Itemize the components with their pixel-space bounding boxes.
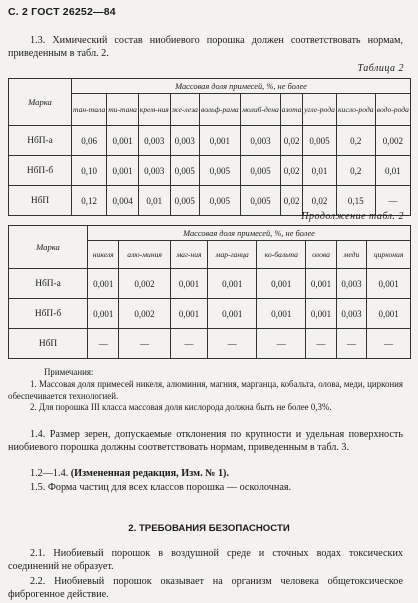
table-cell: 0,003	[240, 126, 280, 156]
column-header: маг-ния	[170, 241, 208, 269]
paragraph-amendment	[8, 467, 403, 480]
table-row	[9, 299, 411, 329]
column-header: ти-тана	[107, 94, 139, 126]
table-cell: 0,001	[208, 269, 257, 299]
table-cell: 0,005	[170, 186, 199, 216]
section-2-title: 2. ТРЕБОВАНИЯ БЕЗОПАСНОСТИ	[128, 523, 290, 534]
row-mark: НбП-б	[9, 156, 72, 186]
column-header: крем-ния	[138, 94, 170, 126]
table-cell: 0,003	[138, 156, 170, 186]
table-cell: 0,001	[88, 269, 119, 299]
table-2	[8, 78, 411, 216]
table-cell: 0,005	[170, 156, 199, 186]
table-cell: 0,001	[199, 126, 240, 156]
column-header: никеля	[88, 241, 119, 269]
column-header: олова	[306, 241, 336, 269]
table-cell: 0,001	[88, 299, 119, 329]
table-cell: 0,01	[138, 186, 170, 216]
table-cell: —	[367, 329, 411, 359]
table-cell: 0,001	[306, 269, 336, 299]
amendment-range: 1.2—1.4.	[30, 468, 69, 479]
table-cell: 0,005	[240, 156, 280, 186]
table-cell: 0,003	[138, 126, 170, 156]
table-row	[9, 269, 411, 299]
column-header: азота	[281, 94, 303, 126]
page-header: С. 2 ГОСТ 26252—84	[8, 6, 116, 18]
row-mark: НбП-а	[9, 126, 72, 156]
table-cell: 0,02	[281, 126, 303, 156]
column-header: алю-миния	[119, 241, 170, 269]
table-row	[9, 126, 411, 156]
note-2: 2. Для порошка III класса массовая доля кислорода должна быть не более 0,3%.	[30, 402, 332, 412]
table-cell: 0,12	[72, 186, 107, 216]
table-row	[9, 329, 411, 359]
table-cell: 0,003	[336, 299, 366, 329]
paragraph-1-5: 1.5. Форма частиц для всех классов порошка — осколочная.	[30, 482, 292, 493]
table-cell: 0,002	[375, 126, 410, 156]
row-mark: НбП-а	[9, 269, 88, 299]
table-cell: 0,02	[303, 186, 337, 216]
table-header-mark: Марка	[9, 226, 88, 269]
column-header: молиб-дена	[240, 94, 280, 126]
table-cell: —	[119, 329, 170, 359]
table-2-continued	[8, 225, 411, 359]
table-cell: 0,001	[306, 299, 336, 329]
table-cell: 0,003	[170, 126, 199, 156]
column-header: угле-рода	[303, 94, 337, 126]
table-2-continuation-caption: Продолжение табл. 2	[301, 211, 404, 222]
table-cell: 0,001	[367, 299, 411, 329]
column-header: мар-ганца	[208, 241, 257, 269]
column-header: вольф-рама	[199, 94, 240, 126]
column-header: кисло-рода	[336, 94, 375, 126]
column-header: тан-тала	[72, 94, 107, 126]
table-cell: 0,001	[257, 299, 306, 329]
paragraph-2-1: 2.1. Ниобиевый порошок в воздушной среде и сточных водах токсических соединений не образует.	[8, 548, 403, 572]
table-cell: —	[375, 186, 410, 216]
table-group-header: Массовая доля примесей, %, не более	[72, 79, 411, 94]
table-cell: 0,06	[72, 126, 107, 156]
row-mark: НбП	[9, 186, 72, 216]
table-cell: —	[170, 329, 208, 359]
table-cell: 0,003	[336, 269, 366, 299]
column-header: водо-рода	[375, 94, 410, 126]
table-cell: 0,02	[281, 156, 303, 186]
column-header: циркония	[367, 241, 411, 269]
table-cell: —	[336, 329, 366, 359]
table-row	[9, 156, 411, 186]
column-header: ко-бальта	[257, 241, 306, 269]
paragraph-1-3: 1.3. Химический состав ниобиевого порошка должен соответствовать нормам, приведенным в табл. 2.	[8, 35, 403, 59]
table-cell: 0,005	[240, 186, 280, 216]
table-cell: 0,005	[199, 186, 240, 216]
table-cell: 0,002	[119, 299, 170, 329]
table-cell: 0,001	[367, 269, 411, 299]
table-header-mark: Марка	[9, 79, 72, 126]
table-cell: 0,004	[107, 186, 139, 216]
table-cell: 0,001	[107, 126, 139, 156]
table-cell: 0,001	[208, 299, 257, 329]
row-mark: НбП	[9, 329, 88, 359]
table-cell: 0,15	[336, 186, 375, 216]
table-cell: —	[306, 329, 336, 359]
table-cell: 0,001	[170, 269, 208, 299]
table-group-header: Массовая доля примесей, %, не более	[88, 226, 411, 241]
table-cell: —	[257, 329, 306, 359]
table-cell: 0,005	[303, 126, 337, 156]
table-cell: 0,2	[336, 126, 375, 156]
column-header: меди	[336, 241, 366, 269]
table-cell: 0,01	[303, 156, 337, 186]
table-2-caption: Таблица 2	[357, 63, 404, 74]
table-cell: 0,001	[257, 269, 306, 299]
row-mark: НбП-б	[9, 299, 88, 329]
table-cell: 0,10	[72, 156, 107, 186]
table-cell: 0,02	[281, 186, 303, 216]
table-cell: 0,2	[336, 156, 375, 186]
table-cell: 0,001	[107, 156, 139, 186]
column-header: же-леза	[170, 94, 199, 126]
table-cell: 0,005	[199, 156, 240, 186]
table-cell: —	[208, 329, 257, 359]
paragraph-1-4: 1.4. Размер зерен, допускаемые отклонения по крупности и удельная поверхность ниобиевого порошка должны соответствовать нормам, приведенным в табл. 3.	[8, 429, 403, 453]
table-cell: 0,001	[170, 299, 208, 329]
amendment-note: (Измененная редакция, Изм. № 1).	[70, 468, 229, 479]
table-cell: —	[88, 329, 119, 359]
table-cell: 0,01	[375, 156, 410, 186]
table-cell: 0,002	[119, 269, 170, 299]
paragraph-2-2: 2.2. Ниобиевый порошок оказывает на организм человека общетоксическое фиброгенное действие.	[8, 576, 403, 600]
note-1: 1. Массовая доля примесей никеля, алюминия, магния, марганца, кобальта, олова, меди, циркония обеспечивается технологией.	[8, 379, 403, 401]
notes-title: Примечания:	[44, 367, 94, 377]
